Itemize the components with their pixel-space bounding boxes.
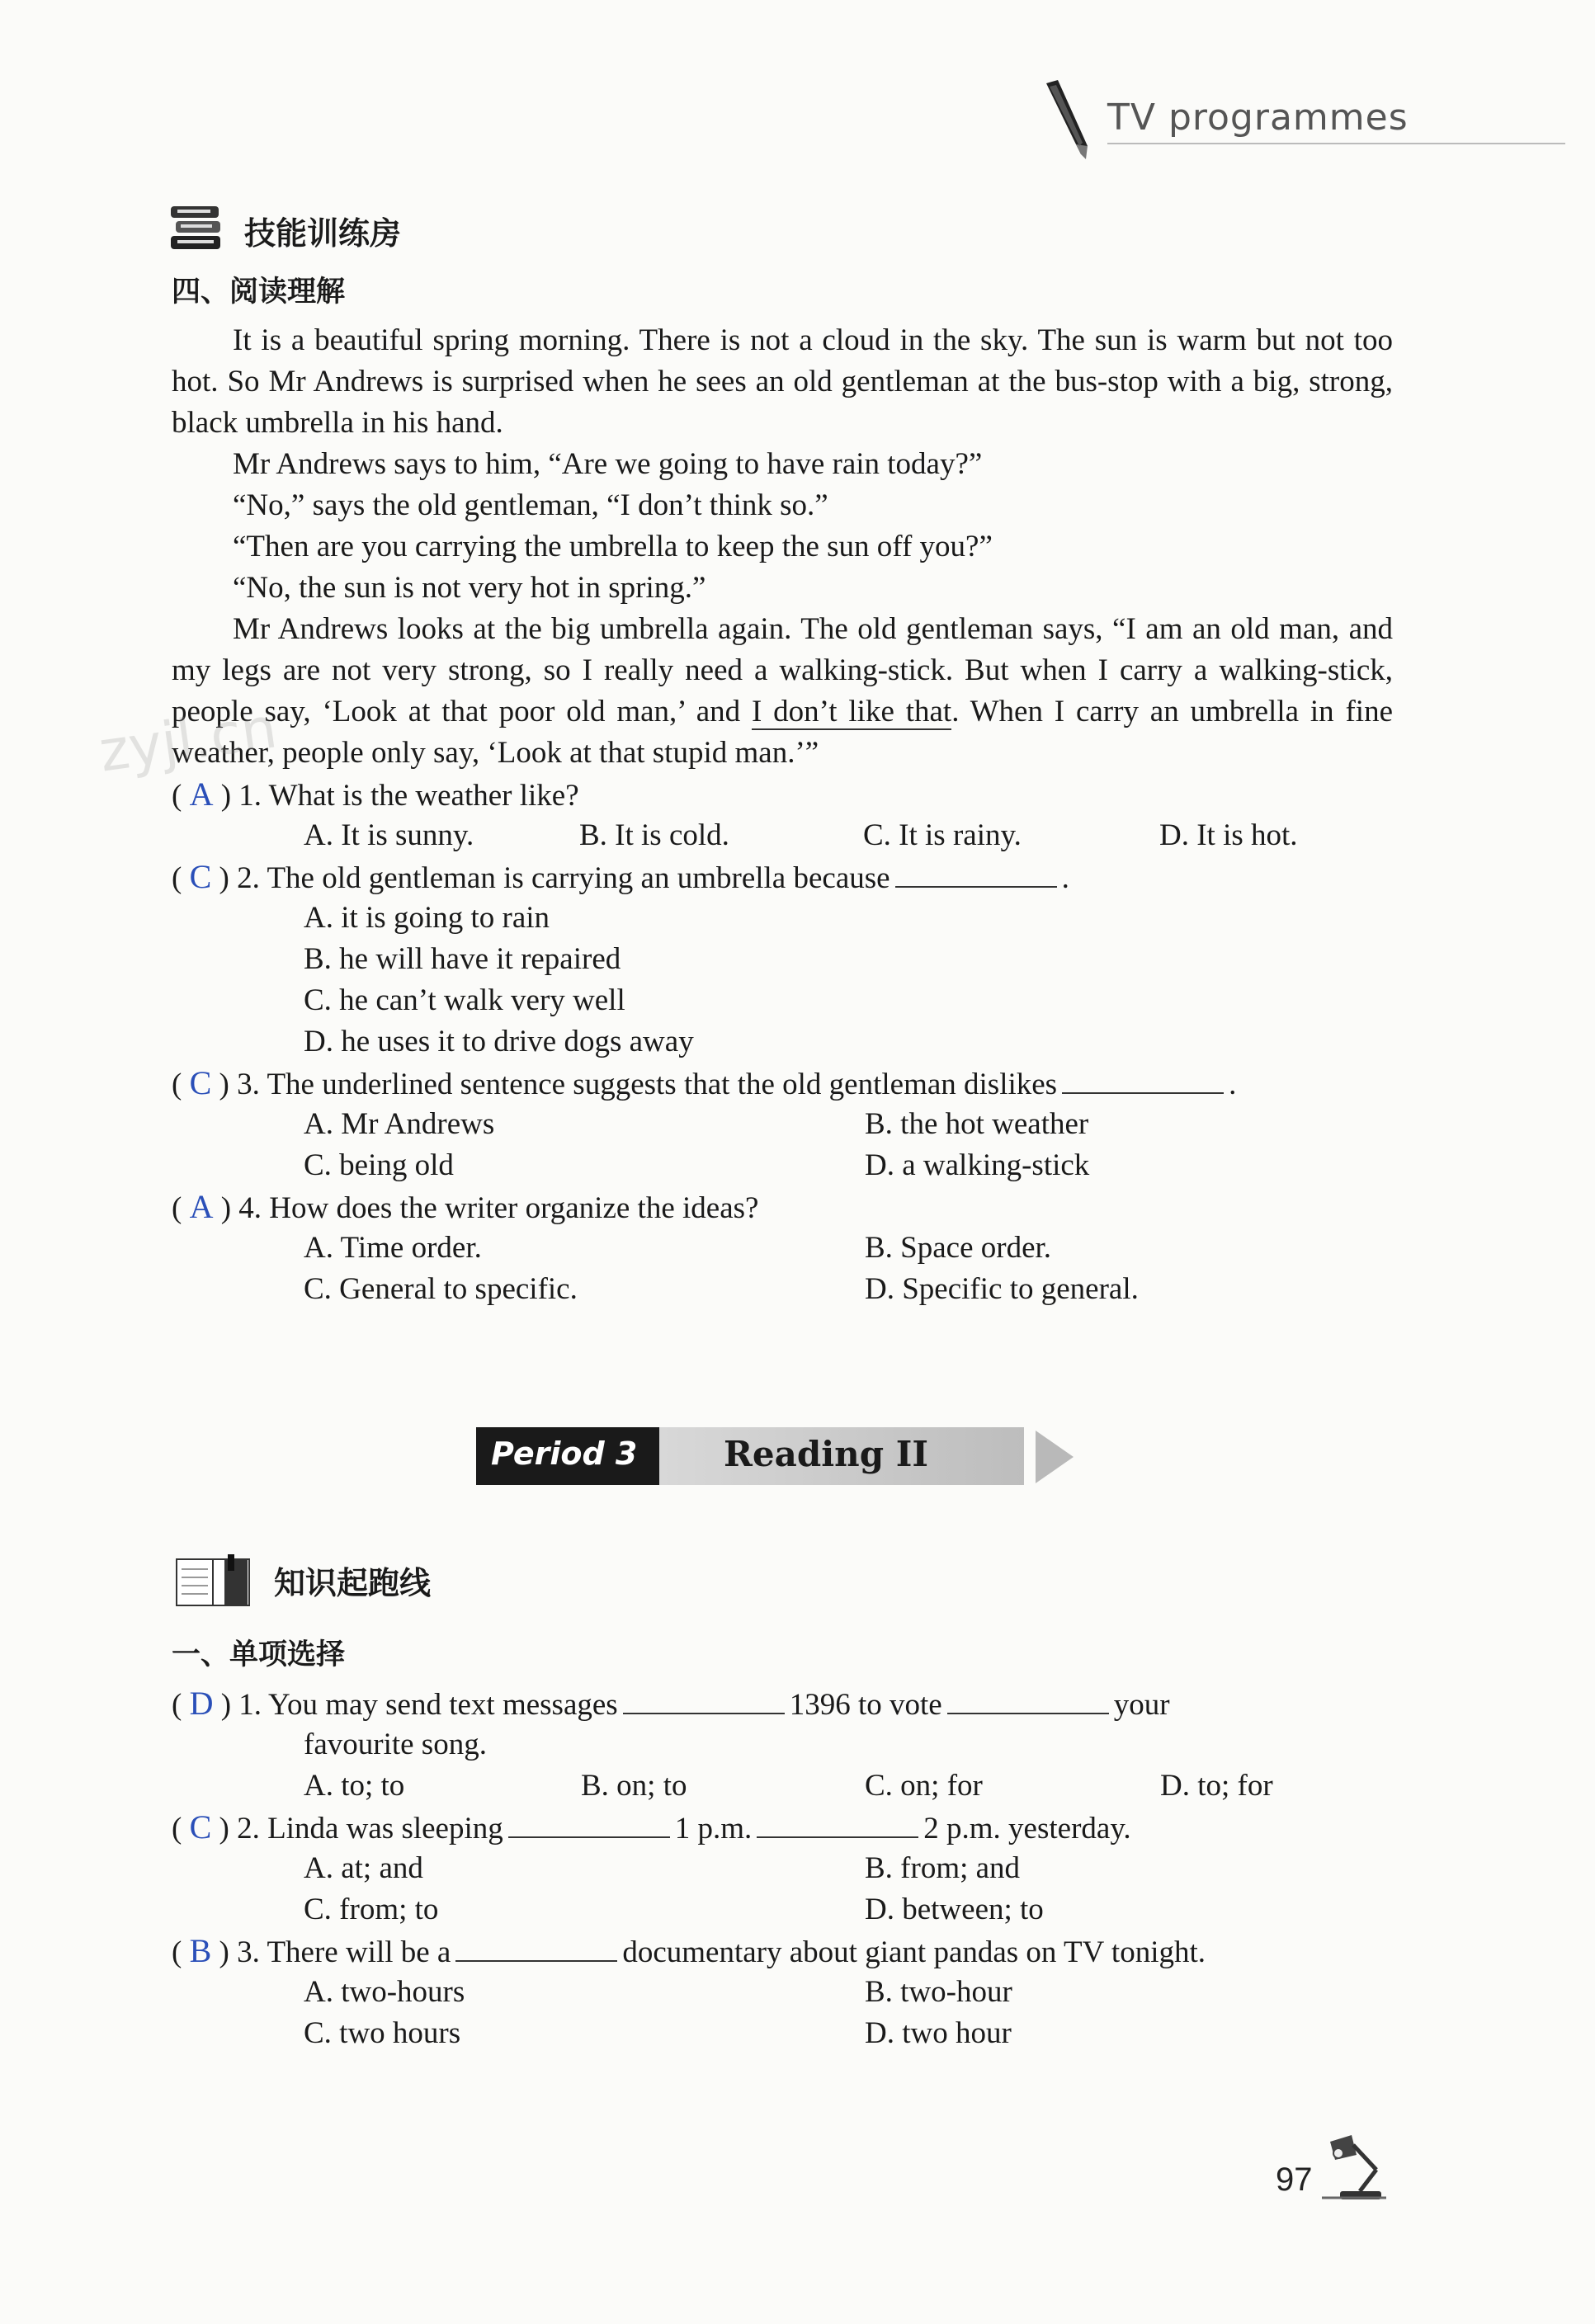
lamp-icon xyxy=(1319,2132,1388,2203)
q2-1-option-d: D. to; for xyxy=(1160,1769,1273,1803)
q1-1: ( A ) 1. What is the weather like? xyxy=(172,775,579,813)
q1-2-option-d: D. he uses it to drive dogs away xyxy=(304,1025,694,1058)
header-title: TV programmes xyxy=(1107,97,1409,139)
period-label: Period 3 xyxy=(491,1435,638,1472)
q1-4-option-a: A. Time order. xyxy=(304,1231,482,1265)
header xyxy=(1040,78,1568,161)
pen-icon xyxy=(1040,78,1097,161)
passage-para-2: Mr Andrews says to him, “Are we going to have rain today?” xyxy=(233,447,983,481)
q2-1-option-b: B. on; to xyxy=(581,1769,687,1803)
q2-1-line2: favourite song. xyxy=(304,1728,487,1761)
section1-subheading: 四、阅读理解 xyxy=(172,276,346,309)
q2-3-option-d: D. two hour xyxy=(865,2016,1012,2050)
arrow-icon xyxy=(1036,1431,1074,1483)
q1-4-option-d: D. Specific to general. xyxy=(865,1272,1139,1306)
q2-3: ( B ) 3. There will be a documentary about giant pandas on TV tonight. xyxy=(172,1932,1206,1969)
q2-2-option-a: A. at; and xyxy=(304,1851,423,1885)
book-icon xyxy=(173,1554,252,1610)
q1-3-option-a: A. Mr Andrews xyxy=(304,1107,495,1141)
q2-1-option-a: A. to; to xyxy=(304,1769,405,1803)
q2-1-option-c: C. on; for xyxy=(865,1769,983,1803)
q1-2: ( C ) 2. The old gentleman is carrying an umbrella because . xyxy=(172,858,1069,895)
section2-heading: 知识起跑线 xyxy=(274,1565,432,1601)
q2-3-option-b: B. two-hour xyxy=(865,1975,1012,2009)
q1-2-option-b: B. he will have it repaired xyxy=(304,942,621,976)
passage-para-4: “Then are you carrying the umbrella to keep the sun off you?” xyxy=(233,530,993,563)
q1-2-option-c: C. he can’t walk very well xyxy=(304,983,625,1017)
q1-3: ( C ) 3. The underlined sentence suggests that the old gentleman dislikes . xyxy=(172,1064,1237,1101)
section1-heading: 技能训练房 xyxy=(244,215,402,252)
q2-3-option-c: C. two hours xyxy=(304,2016,461,2050)
q1-1-option-b: B. It is cold. xyxy=(579,818,729,852)
section2-subheading: 一、单项选择 xyxy=(172,1638,346,1671)
watermark: zyjl.cn xyxy=(95,695,281,785)
q2-2-option-b: B. from; and xyxy=(865,1851,1021,1885)
q1-4-option-c: C. General to specific. xyxy=(304,1272,578,1306)
period-banner xyxy=(476,1427,1087,1485)
q1-1-option-a: A. It is sunny. xyxy=(304,818,474,852)
q2-2-option-c: C. from; to xyxy=(304,1893,439,1926)
underlined-sentence: I don’t like that xyxy=(751,695,952,728)
q1-4: ( A ) 4. How does the writer organize the ideas? xyxy=(172,1188,759,1225)
passage-para-3: “No,” says the old gentleman, “I don’t think so.” xyxy=(233,488,828,522)
header-rule xyxy=(1107,143,1565,144)
books-icon xyxy=(169,205,224,252)
q1-3-option-d: D. a walking-stick xyxy=(865,1148,1090,1182)
passage-para-1: It is a beautiful spring morning. There is not a cloud in the sky. The sun is warm but not too hot. So Mr Andrews is surprised when he sees an old gentleman at the bus-stop with a big, strong, black umbrella in his hand. xyxy=(172,323,1393,440)
q1-3-option-b: B. the hot weather xyxy=(865,1107,1089,1141)
passage-para-5: “No, the sun is not very hot in spring.” xyxy=(233,571,706,605)
q2-2: ( C ) 2. Linda was sleeping 1 p.m. 2 p.m. yesterday. xyxy=(172,1808,1131,1846)
q2-2-option-d: D. between; to xyxy=(865,1893,1044,1926)
q1-1-option-c: C. It is rainy. xyxy=(863,818,1022,852)
q1-4-option-b: B. Space order. xyxy=(865,1231,1052,1265)
q1-3-option-c: C. being old xyxy=(304,1148,454,1182)
period-title: Reading II xyxy=(724,1434,928,1474)
page-number: 97 xyxy=(1276,2161,1313,2198)
q2-3-option-a: A. two-hours xyxy=(304,1975,465,2009)
q2-1: ( D ) 1. You may send text messages 1396 to vote your xyxy=(172,1685,1170,1722)
passage-para-6: Mr Andrews looks at the big umbrella again. The old gentleman says, “I am an old man, and my legs are not very strong, so I really need a walking-stick. But when I carry a walking-stick, people say, ‘Look at that poor old man,’ and I don’t like that. When I carry an umbrella in fine weather, people only say, ‘Look at that stupid man.’” xyxy=(172,612,1394,770)
q1-2-option-a: A. it is going to rain xyxy=(304,901,550,935)
q1-1-option-d: D. It is hot. xyxy=(1159,818,1298,852)
